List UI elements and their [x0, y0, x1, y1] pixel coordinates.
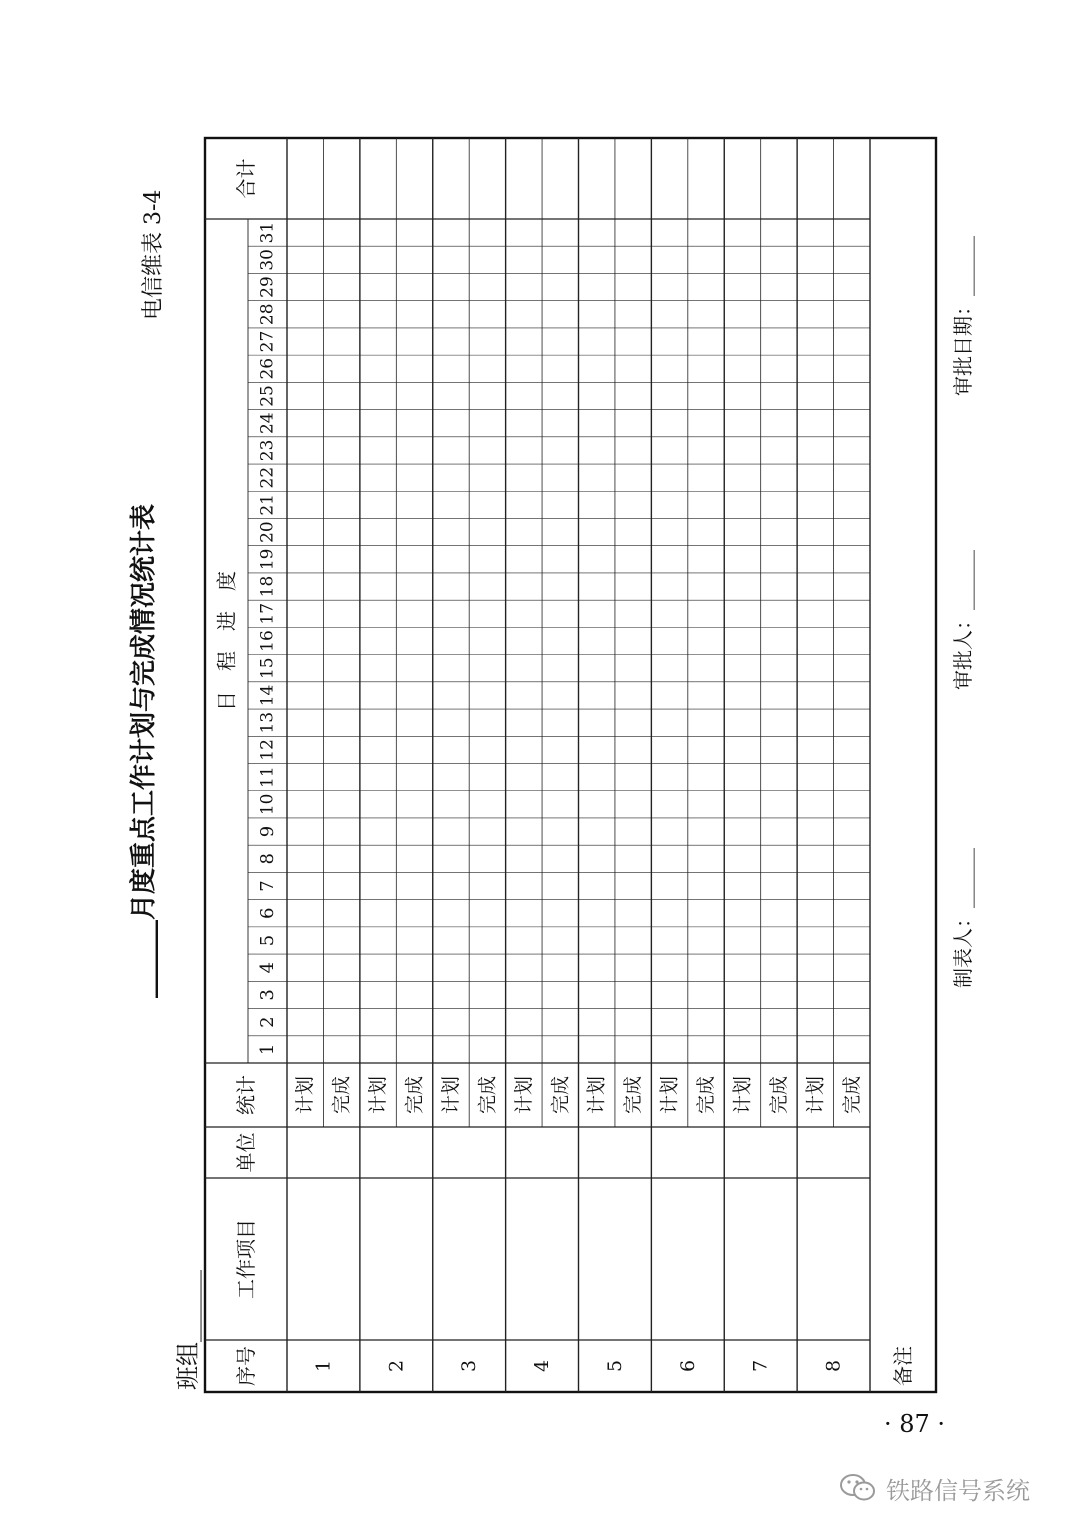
day-number: 11: [257, 766, 278, 788]
row-seq-number: 1: [312, 1359, 335, 1373]
day-number: 13: [257, 711, 278, 734]
header-remark: 备注: [891, 1346, 915, 1386]
row-seq-number: 6: [676, 1359, 699, 1373]
row-seq-number: 2: [385, 1359, 408, 1373]
watermark-text: 铁路信号系统: [886, 1476, 1030, 1505]
day-number: 6: [257, 907, 278, 919]
day-number: 24: [257, 412, 278, 435]
row-seq-number: 8: [822, 1359, 845, 1373]
header-project: 工作项目: [234, 1219, 258, 1299]
day-number: 20: [257, 521, 278, 543]
header-total: 合计: [234, 158, 258, 199]
day-number: 10: [257, 793, 278, 816]
statistics-table: [205, 138, 936, 1392]
day-number: 1: [257, 1043, 278, 1056]
row-done-label: 完成: [695, 1075, 718, 1115]
row-plan-label: 计划: [439, 1075, 462, 1115]
day-number: 26: [257, 357, 278, 380]
day-number: 2: [257, 1016, 278, 1028]
row-seq-number: 5: [603, 1359, 626, 1373]
row-done-label: 完成: [476, 1075, 499, 1115]
day-number: 19: [257, 548, 278, 571]
day-number: 25: [257, 385, 278, 407]
day-number: 23: [257, 439, 278, 462]
form-title: ______月度重点工作计划与完成情况统计表: [129, 503, 159, 998]
approver-signature: 审批人：______: [951, 550, 975, 690]
row-plan-label: 计划: [658, 1075, 681, 1115]
day-number: 21: [257, 494, 278, 516]
day-number: 18: [257, 575, 278, 598]
row-done-label: 完成: [840, 1075, 863, 1115]
row-plan-label: 计划: [731, 1075, 754, 1115]
header-schedule: 日 程 进 度: [214, 571, 239, 711]
row-done-label: 完成: [622, 1075, 645, 1115]
approve-date-signature: 审批日期：______: [951, 236, 975, 396]
day-number: 12: [257, 739, 278, 761]
day-number: 5: [257, 934, 278, 947]
day-number: 3: [257, 989, 278, 1001]
team-label: 班组______: [174, 1270, 202, 1390]
day-number: 17: [257, 602, 278, 625]
day-number: 4: [257, 961, 278, 974]
row-plan-label: 计划: [512, 1075, 535, 1115]
day-number: 9: [257, 825, 278, 838]
row-plan-label: 计划: [294, 1075, 317, 1115]
row-plan-label: 计划: [804, 1075, 827, 1115]
day-number: 16: [257, 630, 278, 652]
day-number: 29: [257, 276, 278, 298]
maker-signature: 制表人：______: [951, 848, 975, 988]
row-plan-label: 计划: [585, 1075, 608, 1115]
watermark: [838, 1470, 1058, 1506]
row-done-label: 完成: [330, 1075, 353, 1115]
wechat-icon: [838, 1472, 878, 1504]
row-seq-number: 7: [749, 1359, 772, 1373]
row-done-label: 完成: [549, 1075, 572, 1115]
day-number: 7: [257, 880, 278, 892]
header-stat: 统计: [234, 1075, 258, 1115]
day-number: 22: [257, 466, 278, 489]
row-seq-number: 3: [458, 1359, 481, 1373]
row-done-label: 完成: [767, 1075, 790, 1115]
day-number: 31: [257, 221, 278, 244]
row-done-label: 完成: [403, 1075, 426, 1115]
form-number: 电信维表 3-4: [141, 189, 166, 320]
row-seq-number: 4: [531, 1359, 554, 1373]
header-seq: 序号: [234, 1346, 258, 1386]
page-number: · 87 ·: [884, 1410, 946, 1438]
table-frame: [205, 138, 936, 1392]
header-unit: 单位: [234, 1132, 258, 1173]
row-plan-label: 计划: [367, 1075, 390, 1115]
day-number: 30: [257, 249, 278, 271]
day-number: 8: [257, 853, 278, 865]
day-number: 14: [257, 684, 278, 707]
day-number: 28: [257, 303, 278, 326]
day-number: 27: [257, 330, 278, 353]
day-number: 15: [257, 657, 278, 680]
